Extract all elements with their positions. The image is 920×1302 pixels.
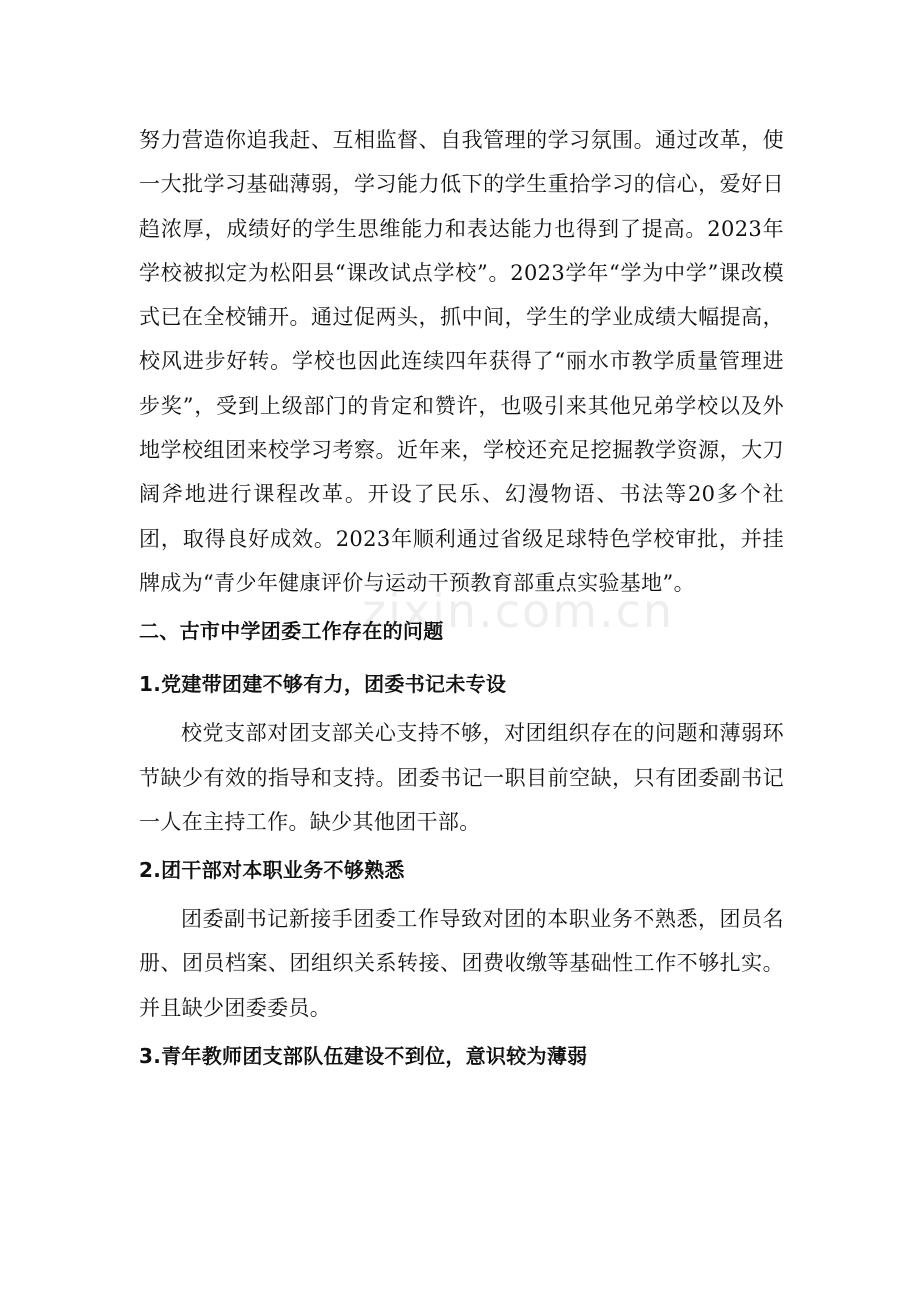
subheading-2: 2.团干部对本职业务不够熟悉 bbox=[139, 858, 405, 883]
paragraph-2: 团委副书记新接手团委工作导致对团的本职业务不熟悉，团员名册、团员档案、团组织关系转接、团费收缴等基础性工作不够扎实。并且缺少团委委员。 bbox=[139, 907, 784, 1020]
intro-paragraph: 努力营造你追我赶、互相监督、自我管理的学习氛围。通过改革，使一大批学习基础薄弱，学习能力低下的学生重拾学习的信心，爱好日趋浓厚，成绩好的学生思维能力和表达能力也得到了提高。2023年学校被拟定为松阳县“课改试点学校”。2023学年“学为中学”课改模式已在全校铺开。通过促两头，抓中间，学生的学业成绩大幅提高，校风进步好转。学校也因此连续四年获得了“丽水市教学质量管理进步奖”，受到上级部门的肯定和赞许，也吸引来其他兄弟学校以及外地学校组团来校学习考察。近年来，学校还充足挖掘教学资源，大刀阔斧地进行课程改革。开设了民乐、幻漫物语、书法等20多个社团，取得良好成效。2023年顺利通过省级足球特色学校审批，并挂牌成为“青少年健康评价与运动干预教育部重点实验基地”。 bbox=[139, 128, 784, 595]
subheading-3: 3.青年教师团支部队伍建设不到位，意识较为薄弱 bbox=[139, 1044, 588, 1069]
document-body bbox=[139, 118, 784, 1083]
watermark: zixin.com.cn bbox=[362, 584, 675, 638]
subheading-1: 1.党建带团建不够有力，团委书记未专设 bbox=[139, 672, 507, 697]
paragraph-1: 校党支部对团支部关心支持不够，对团组织存在的问题和薄弱环节缺少有效的指导和支持。团委书记一职目前空缺，只有团委副书记一人在主持工作。缺少其他团干部。 bbox=[139, 721, 784, 834]
section-heading: 二、古市中学团委工作存在的问题 bbox=[139, 619, 444, 644]
